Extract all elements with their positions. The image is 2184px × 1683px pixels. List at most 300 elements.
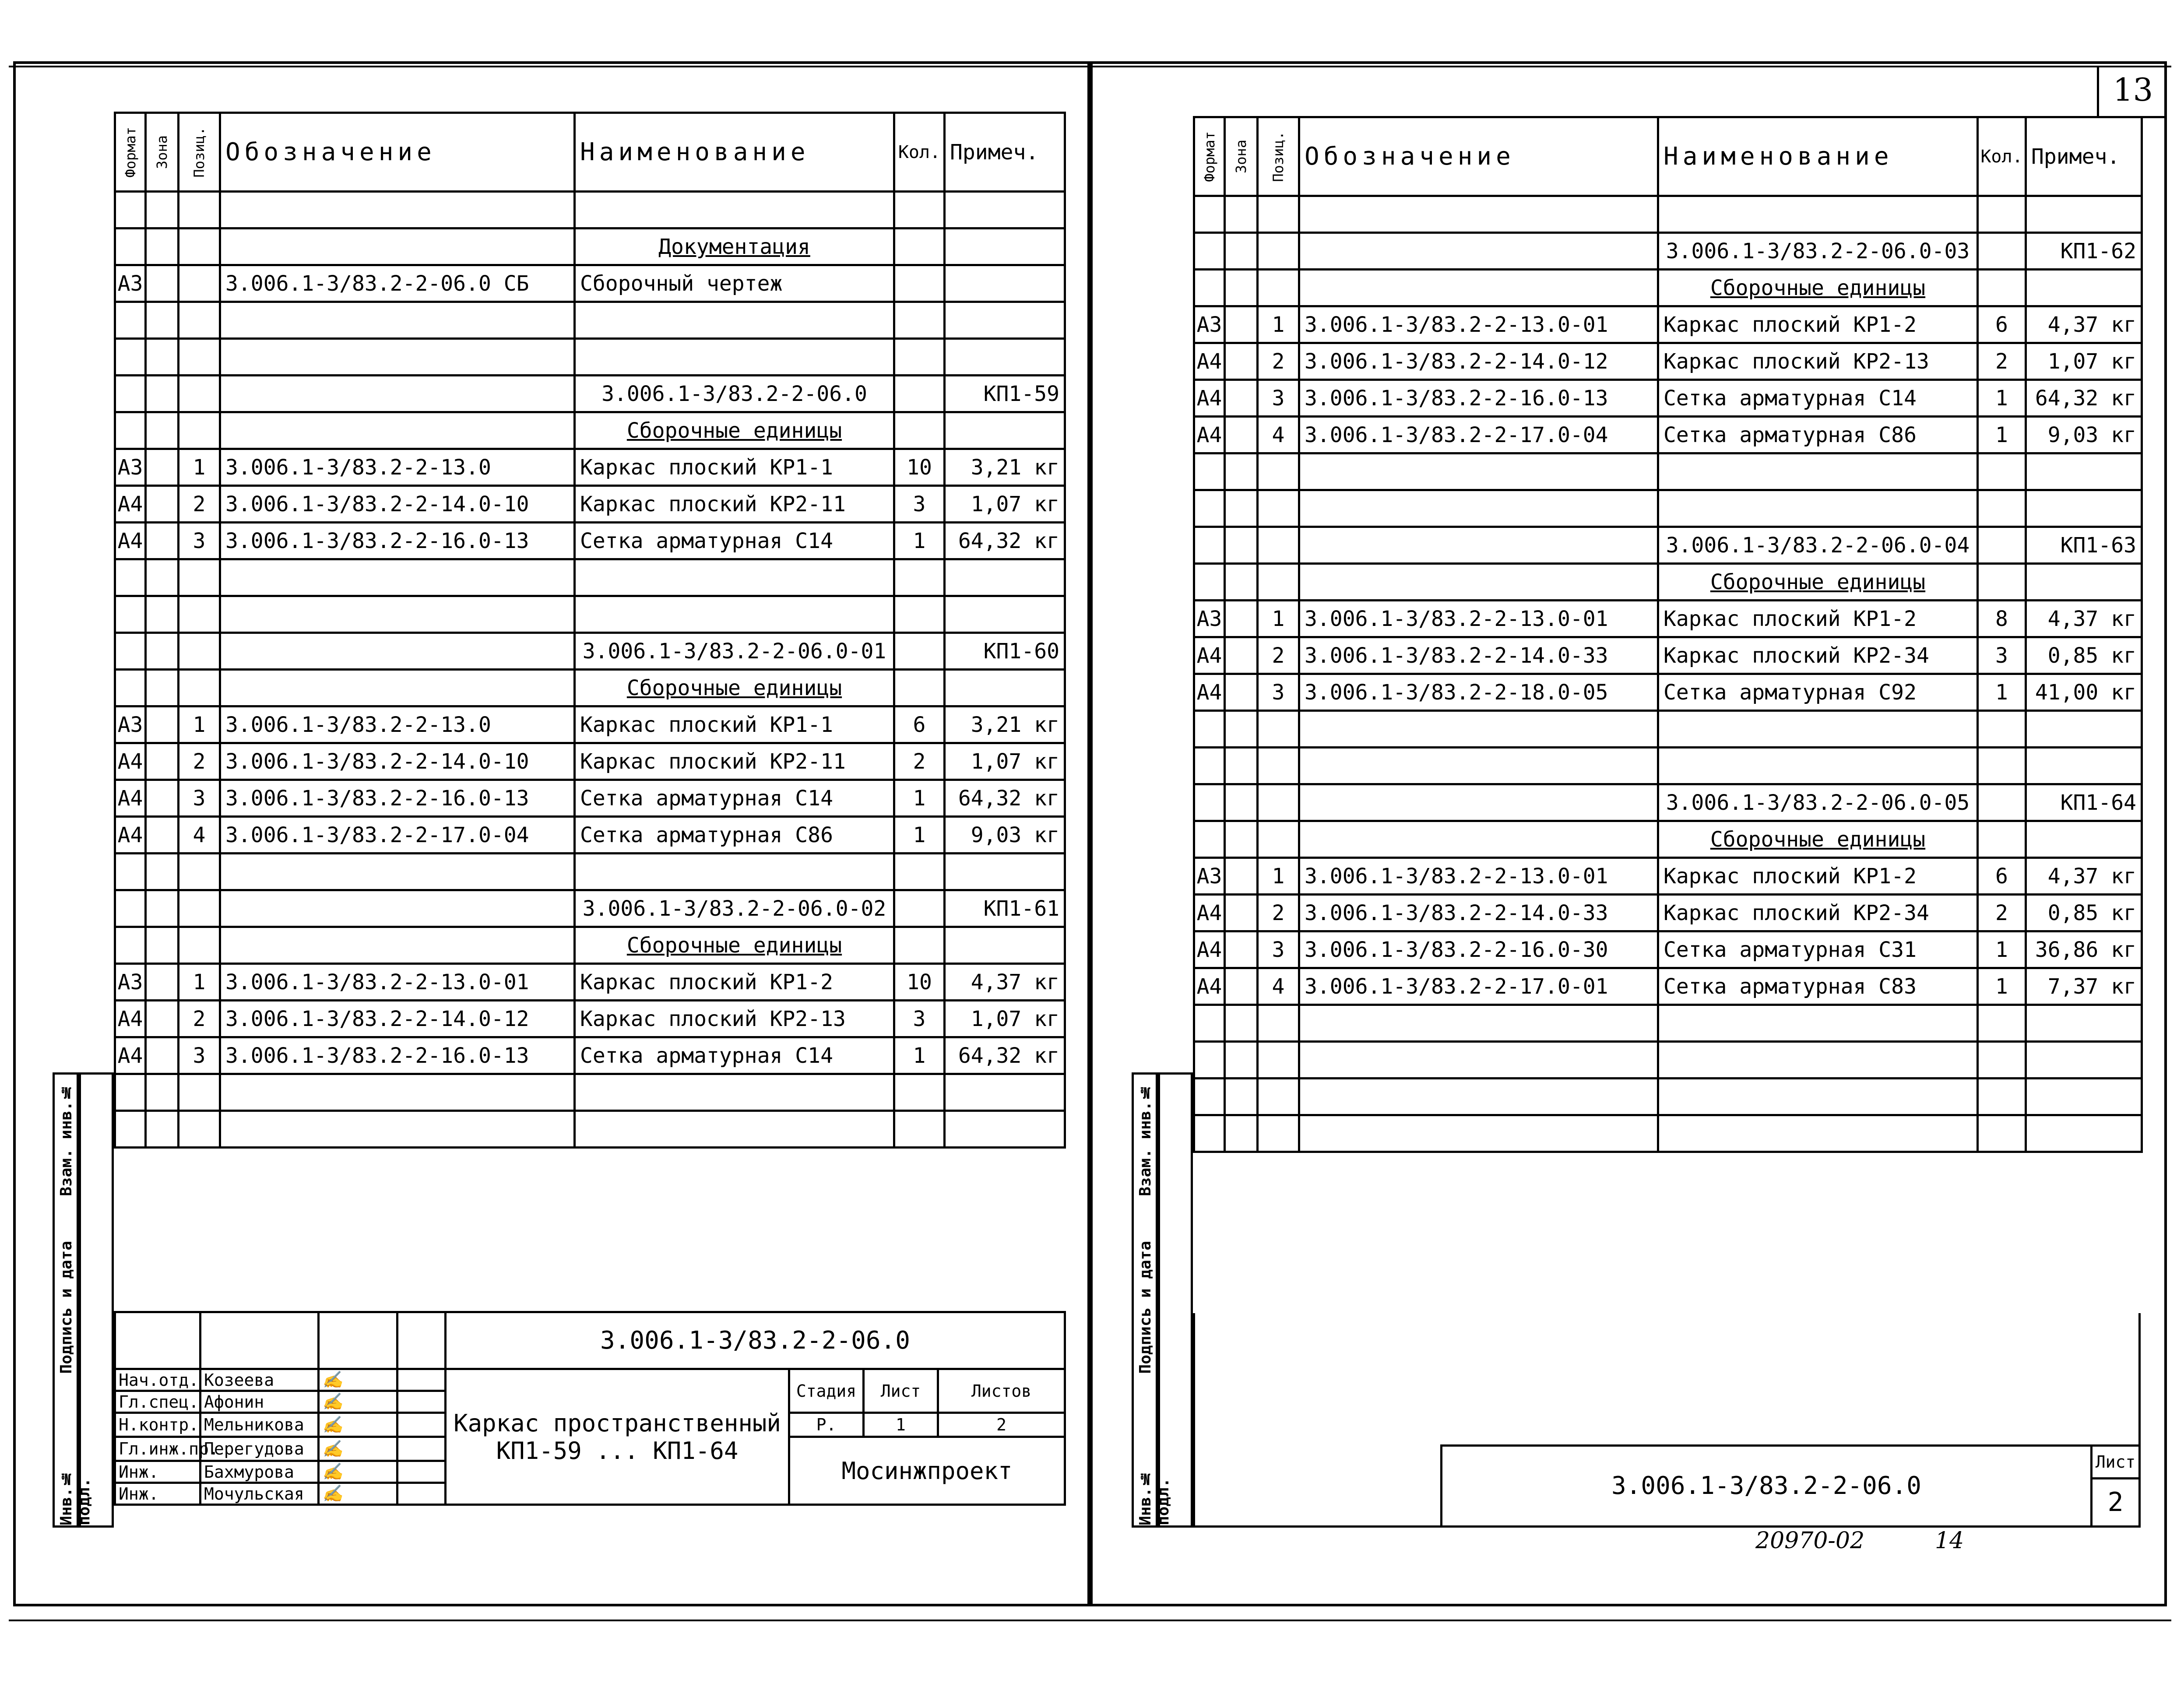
- table-cell: 3: [1258, 931, 1299, 968]
- table-cell: [1658, 1005, 1978, 1042]
- table-cell: [220, 670, 575, 706]
- table-cell: [2026, 1115, 2142, 1152]
- table-cell: [397, 1437, 446, 1461]
- table-cell: Мельникова: [200, 1413, 319, 1437]
- table-cell: [146, 633, 179, 670]
- table-cell: [1194, 117, 1225, 196]
- table-cell: [146, 596, 179, 633]
- vertical-label: Взам. инв.№: [1136, 1083, 1154, 1196]
- table-cell: [1194, 196, 1225, 233]
- table-row: [1194, 858, 2142, 895]
- table-cell: Сетка арматурная С14: [575, 1037, 894, 1074]
- table-cell: А3: [1194, 858, 1225, 895]
- table-cell: [1299, 233, 1658, 270]
- table-cell: [1258, 1115, 1299, 1152]
- table-cell: Каркас плоский КР2-34: [1658, 637, 1978, 674]
- col-qty-header: Кол.: [894, 113, 945, 192]
- table-cell: 3.006.1-3/83.2-2-17.0-04: [220, 817, 575, 854]
- table-cell: [1258, 564, 1299, 601]
- table-row: [115, 1037, 1065, 1074]
- table-cell: [146, 486, 179, 523]
- table-cell: [115, 192, 146, 228]
- table-cell: [179, 633, 220, 670]
- table-cell: А4: [1194, 674, 1225, 711]
- table-cell: 3: [179, 523, 220, 559]
- table-cell: [945, 192, 1065, 228]
- table-cell: [1225, 233, 1258, 270]
- table-cell: [945, 559, 1065, 596]
- table-cell: [1225, 306, 1258, 343]
- table-cell: 1: [1978, 674, 2026, 711]
- table-cell: [1194, 564, 1225, 601]
- table-cell: 3.006.1-3/83.2-2-16.0-13: [1299, 380, 1658, 417]
- title-block-code: 3.006.1-3/83.2-2-06.0: [446, 1312, 1065, 1369]
- table-cell: [200, 1312, 319, 1369]
- table-cell: [894, 192, 945, 228]
- table-row: [1194, 1042, 2142, 1079]
- table-cell: [894, 228, 945, 265]
- table-cell: 1,07 кг: [945, 1001, 1065, 1037]
- table-cell: Каркас плоский КР1-1: [575, 449, 894, 486]
- table-cell: Гл.спец.: [115, 1391, 200, 1413]
- table-row: [1194, 1115, 2142, 1152]
- table-cell: 4: [1258, 968, 1299, 1005]
- table-cell: 2: [894, 743, 945, 780]
- table-row: [115, 1111, 1065, 1148]
- table-cell: [397, 1413, 446, 1437]
- section-title: Сборочные единицы: [575, 412, 894, 449]
- table-cell: [2026, 1079, 2142, 1115]
- table-cell: Бахмурова: [200, 1461, 319, 1483]
- table-cell: [1299, 1115, 1658, 1152]
- table-cell: Каркас плоский КР2-11: [575, 486, 894, 523]
- table-cell: [1258, 233, 1299, 270]
- table-cell: [1258, 748, 1299, 784]
- variant-mark: КП1-63: [2026, 527, 2142, 564]
- table-cell: [115, 302, 146, 339]
- table-cell: 10: [894, 449, 945, 486]
- table-cell: Каркас плоский КР2-13: [575, 1001, 894, 1037]
- table-row: [1194, 527, 2142, 564]
- table-cell: [146, 927, 179, 964]
- table-cell: 1: [179, 449, 220, 486]
- table-cell: [179, 265, 220, 302]
- table-cell: 2: [1258, 637, 1299, 674]
- table-cell: [945, 927, 1065, 964]
- table-row: [115, 412, 1065, 449]
- table-cell: 0,85 кг: [2026, 895, 2142, 931]
- table-cell: [894, 412, 945, 449]
- table-row: [1194, 711, 2142, 748]
- table-cell: [146, 854, 179, 890]
- vertical-label: Формат: [1201, 131, 1218, 182]
- table-cell: 2: [1978, 343, 2026, 380]
- table-cell: [1258, 527, 1299, 564]
- table-cell: [1194, 711, 1225, 748]
- table-cell: Каркас плоский КР1-1: [575, 706, 894, 743]
- table-cell: [220, 854, 575, 890]
- table-row: [115, 890, 1065, 927]
- table-cell: [220, 412, 575, 449]
- table-row: [115, 339, 1065, 376]
- table-cell: [1978, 233, 2026, 270]
- table-row: [1194, 380, 2142, 417]
- table-row: [1194, 233, 2142, 270]
- table-cell: [146, 817, 179, 854]
- table-cell: 2: [1258, 895, 1299, 931]
- table-cell: [179, 890, 220, 927]
- table-cell: 1: [1978, 931, 2026, 968]
- table-cell: 4,37 кг: [945, 964, 1065, 1001]
- table-cell: 4,37 кг: [2026, 306, 2142, 343]
- table-cell: [179, 302, 220, 339]
- table-cell: [1299, 711, 1658, 748]
- signer-name: Козеева: [200, 1369, 319, 1391]
- table-cell: [1194, 270, 1225, 306]
- variant-code: 3.006.1-3/83.2-2-06.0-03: [1658, 233, 1978, 270]
- table-cell: [1258, 1079, 1299, 1115]
- table-cell: 3.006.1-3/83.2-2-14.0-10: [220, 486, 575, 523]
- table-cell: [1225, 1042, 1258, 1079]
- table-cell: [1225, 417, 1258, 453]
- table-cell: [1225, 270, 1258, 306]
- table-cell: [1258, 784, 1299, 821]
- table-row: [115, 376, 1065, 412]
- name-cell: Сборочный чертеж: [575, 265, 894, 302]
- table-cell: [1225, 196, 1258, 233]
- signature: ✍: [319, 1483, 397, 1505]
- right-stamp-sheet-label: Лист: [2093, 1447, 2138, 1479]
- table-cell: 3: [179, 780, 220, 817]
- table-cell: 3: [894, 486, 945, 523]
- table-cell: 1: [1258, 858, 1299, 895]
- signature: ✍: [319, 1437, 397, 1461]
- table-cell: [146, 376, 179, 412]
- table-cell: 4,37 кг: [2026, 601, 2142, 637]
- table-row: [1194, 306, 2142, 343]
- table-cell: [1978, 1115, 2026, 1152]
- table-row: [1194, 637, 2142, 674]
- table-cell: [1258, 196, 1299, 233]
- table-cell: [1978, 453, 2026, 490]
- table-cell: 3: [894, 1001, 945, 1037]
- left-side-strip: [53, 1072, 93, 1528]
- sheets-label: Листов: [938, 1369, 1065, 1413]
- table-cell: Сетка арматурная С86: [575, 817, 894, 854]
- table-cell: [2026, 270, 2142, 306]
- table-cell: 64,32 кг: [2026, 380, 2142, 417]
- table-cell: 3,21 кг: [945, 706, 1065, 743]
- table-cell: 1,07 кг: [2026, 343, 2142, 380]
- table-cell: [146, 192, 179, 228]
- right-stamp-sheet-value: 2: [2107, 1487, 2124, 1518]
- section-title: Сборочные единицы: [1658, 270, 1978, 306]
- table-cell: [1658, 711, 1978, 748]
- col-name-header: Наименование: [575, 113, 894, 192]
- variant-mark: КП1-64: [2026, 784, 2142, 821]
- table-row: [1194, 453, 2142, 490]
- table-cell: [146, 1037, 179, 1074]
- table-row: [1194, 196, 2142, 233]
- table-row: [1194, 895, 2142, 931]
- table-row: [1194, 564, 2142, 601]
- table-cell: [2026, 1042, 2142, 1079]
- table-cell: [2026, 453, 2142, 490]
- designation-cell: 3.006.1-3/83.2-2-06.0 СБ: [220, 265, 575, 302]
- table-cell: [894, 890, 945, 927]
- table-cell: 1: [1978, 417, 2026, 453]
- table-cell: [1225, 453, 1258, 490]
- vzam-label: Взам. инв.№: [57, 1083, 75, 1196]
- table-cell: [1225, 821, 1258, 858]
- table-cell: [179, 192, 220, 228]
- table-row: [115, 192, 1065, 228]
- table-cell: А4: [1194, 343, 1225, 380]
- table-cell: [220, 890, 575, 927]
- table-cell: [1225, 564, 1258, 601]
- table-cell: [1225, 380, 1258, 417]
- table-cell: 64,32 кг: [945, 780, 1065, 817]
- table-cell: Перегудова: [200, 1437, 319, 1461]
- table-cell: 1: [179, 964, 220, 1001]
- table-cell: [575, 339, 894, 376]
- table-cell: 3: [1258, 674, 1299, 711]
- table-cell: [1978, 270, 2026, 306]
- table-cell: 1: [1978, 968, 2026, 1005]
- table-cell: 3.006.1-3/83.2-2-13.0-01: [1299, 858, 1658, 895]
- section-title: Сборочные единицы: [575, 927, 894, 964]
- table-cell: А4: [115, 743, 146, 780]
- table-cell: [1658, 453, 1978, 490]
- table-row: [115, 1001, 1065, 1037]
- table-cell: [575, 1111, 894, 1148]
- section-title: Сборочные единицы: [575, 670, 894, 706]
- table-cell: Каркас плоский КР1-2: [1658, 306, 1978, 343]
- table-cell: [115, 596, 146, 633]
- table-cell: 3: [179, 1037, 220, 1074]
- table-cell: [1299, 748, 1658, 784]
- table-cell: [1225, 748, 1258, 784]
- table-cell: 1: [179, 706, 220, 743]
- table-cell: [894, 376, 945, 412]
- table-cell: [146, 670, 179, 706]
- table-cell: [1299, 821, 1658, 858]
- table-cell: [1978, 1042, 2026, 1079]
- table-cell: Инж.: [115, 1461, 200, 1483]
- table-cell: [1978, 490, 2026, 527]
- vertical-label: Инв.№ подл.: [1136, 1469, 1172, 1525]
- table-cell: [945, 1074, 1065, 1111]
- table-row: [115, 927, 1065, 964]
- table-cell: [397, 1483, 446, 1505]
- table-cell: [1225, 1115, 1258, 1152]
- table-cell: [115, 412, 146, 449]
- table-cell: [1299, 1079, 1658, 1115]
- table-cell: [575, 596, 894, 633]
- table-cell: [319, 1312, 397, 1369]
- table-cell: [1225, 674, 1258, 711]
- table-cell: [894, 1111, 945, 1148]
- table-cell: [575, 192, 894, 228]
- table-cell: [1258, 1042, 1299, 1079]
- table-cell: 1,07 кг: [945, 743, 1065, 780]
- left-header-row: [115, 113, 1065, 192]
- table-cell: [2026, 748, 2142, 784]
- table-cell: [1658, 196, 1978, 233]
- table-cell: А4: [115, 780, 146, 817]
- table-cell: [1258, 490, 1299, 527]
- signature: ✍: [319, 1391, 397, 1413]
- table-cell: [146, 559, 179, 596]
- table-row: [115, 523, 1065, 559]
- table-cell: А4: [1194, 931, 1225, 968]
- table-cell: [1194, 490, 1225, 527]
- table-cell: [146, 1001, 179, 1037]
- table-cell: А3: [115, 964, 146, 1001]
- table-cell: [2026, 490, 2142, 527]
- table-cell: Гл.инж.пр.: [115, 1437, 200, 1461]
- table-row: [115, 1369, 1065, 1391]
- variant-code: 3.006.1-3/83.2-2-06.0-04: [1658, 527, 1978, 564]
- table-cell: [115, 670, 146, 706]
- table-cell: [894, 927, 945, 964]
- table-cell: [1194, 784, 1225, 821]
- table-cell: [1225, 637, 1258, 674]
- table-cell: [1225, 601, 1258, 637]
- signature: ✍: [319, 1461, 397, 1483]
- table-cell: [1225, 1005, 1258, 1042]
- table-cell: 2: [179, 1001, 220, 1037]
- table-row: [115, 265, 1065, 302]
- table-cell: [1194, 233, 1225, 270]
- variant-mark: КП1-62: [2026, 233, 2142, 270]
- table-row: [115, 780, 1065, 817]
- table-cell: [1658, 490, 1978, 527]
- table-cell: [1299, 196, 1658, 233]
- table-cell: [115, 927, 146, 964]
- table-cell: А4: [115, 1001, 146, 1037]
- table-cell: [179, 339, 220, 376]
- table-cell: [146, 265, 179, 302]
- table-row: [115, 743, 1065, 780]
- table-cell: Каркас плоский КР2-34: [1658, 895, 1978, 931]
- table-cell: [1299, 527, 1658, 564]
- table-cell: [1978, 748, 2026, 784]
- table-cell: [894, 302, 945, 339]
- table-cell: [115, 890, 146, 927]
- table-row: [115, 228, 1065, 265]
- vertical-label: Подпись и дата: [1136, 1241, 1154, 1374]
- vertical-label: Зона: [1233, 139, 1249, 174]
- table-cell: 64,32 кг: [945, 1037, 1065, 1074]
- table-cell: [945, 265, 1065, 302]
- table-cell: Обозначение: [1299, 117, 1658, 196]
- table-row: [115, 449, 1065, 486]
- table-cell: [1658, 1079, 1978, 1115]
- stage-label: Стадия: [789, 1369, 864, 1413]
- table-cell: [1225, 1079, 1258, 1115]
- table-cell: 6: [894, 706, 945, 743]
- table-cell: [220, 596, 575, 633]
- table-cell: [146, 228, 179, 265]
- table-cell: А4: [1194, 968, 1225, 1005]
- variant-code: 3.006.1-3/83.2-2-06.0-01: [575, 633, 894, 670]
- table-cell: [894, 559, 945, 596]
- table-cell: Сетка арматурная С92: [1658, 674, 1978, 711]
- table-cell: [945, 1111, 1065, 1148]
- table-cell: 4: [179, 817, 220, 854]
- table-cell: [146, 339, 179, 376]
- table-cell: 2: [1978, 895, 2026, 931]
- table-cell: 4: [1258, 417, 1299, 453]
- table-cell: 3.006.1-3/83.2-2-16.0-13: [220, 780, 575, 817]
- table-cell: [945, 228, 1065, 265]
- table-cell: [146, 449, 179, 486]
- vertical-label: Зона: [154, 135, 170, 169]
- table-cell: Инж.: [115, 1483, 200, 1505]
- table-cell: [1225, 895, 1258, 931]
- table-row: [1194, 417, 2142, 453]
- table-cell: [1299, 1005, 1658, 1042]
- table-cell: 1: [1258, 306, 1299, 343]
- table-cell: [1258, 117, 1299, 196]
- table-cell: [1258, 270, 1299, 306]
- table-cell: [2026, 711, 2142, 748]
- table-cell: [945, 670, 1065, 706]
- table-cell: [894, 633, 945, 670]
- table-cell: [945, 596, 1065, 633]
- table-cell: [115, 559, 146, 596]
- table-row: [115, 486, 1065, 523]
- table-cell: [220, 339, 575, 376]
- variant-code: 3.006.1-3/83.2-2-06.0-02: [575, 890, 894, 927]
- table-cell: 2: [1258, 343, 1299, 380]
- table-cell: [220, 927, 575, 964]
- table-cell: [2026, 564, 2142, 601]
- table-cell: 3.006.1-3/83.2-2-17.0-04: [1299, 417, 1658, 453]
- table-cell: [575, 854, 894, 890]
- organization: Мосинжпроект: [789, 1437, 1065, 1505]
- table-row: [115, 670, 1065, 706]
- table-cell: Примеч.: [2026, 117, 2142, 196]
- signer-role: Нач.отд.: [115, 1369, 200, 1391]
- table-cell: 1: [894, 817, 945, 854]
- table-cell: 3.006.1-3/83.2-2-13.0-01: [1299, 601, 1658, 637]
- table-cell: [1258, 1005, 1299, 1042]
- table-row: [115, 559, 1065, 596]
- col-zone-header: [146, 113, 179, 192]
- right-header-row: [1194, 117, 2142, 196]
- table-row: [115, 596, 1065, 633]
- table-cell: 3.006.1-3/83.2-2-13.0-01: [1299, 306, 1658, 343]
- sheet-label: Лист: [864, 1369, 938, 1413]
- table-cell: [179, 559, 220, 596]
- table-row: [1194, 343, 2142, 380]
- table-cell: 6: [1978, 306, 2026, 343]
- table-cell: [1299, 270, 1658, 306]
- table-cell: [179, 376, 220, 412]
- table-cell: 3.006.1-3/83.2-2-16.0-13: [220, 523, 575, 559]
- table-cell: [1978, 821, 2026, 858]
- table-row: [1194, 1005, 2142, 1042]
- table-cell: [146, 1111, 179, 1148]
- table-cell: [1299, 453, 1658, 490]
- table-cell: [397, 1461, 446, 1483]
- table-row: [115, 706, 1065, 743]
- section-title: Документация: [575, 228, 894, 265]
- table-cell: [146, 1074, 179, 1111]
- table-cell: [1194, 527, 1225, 564]
